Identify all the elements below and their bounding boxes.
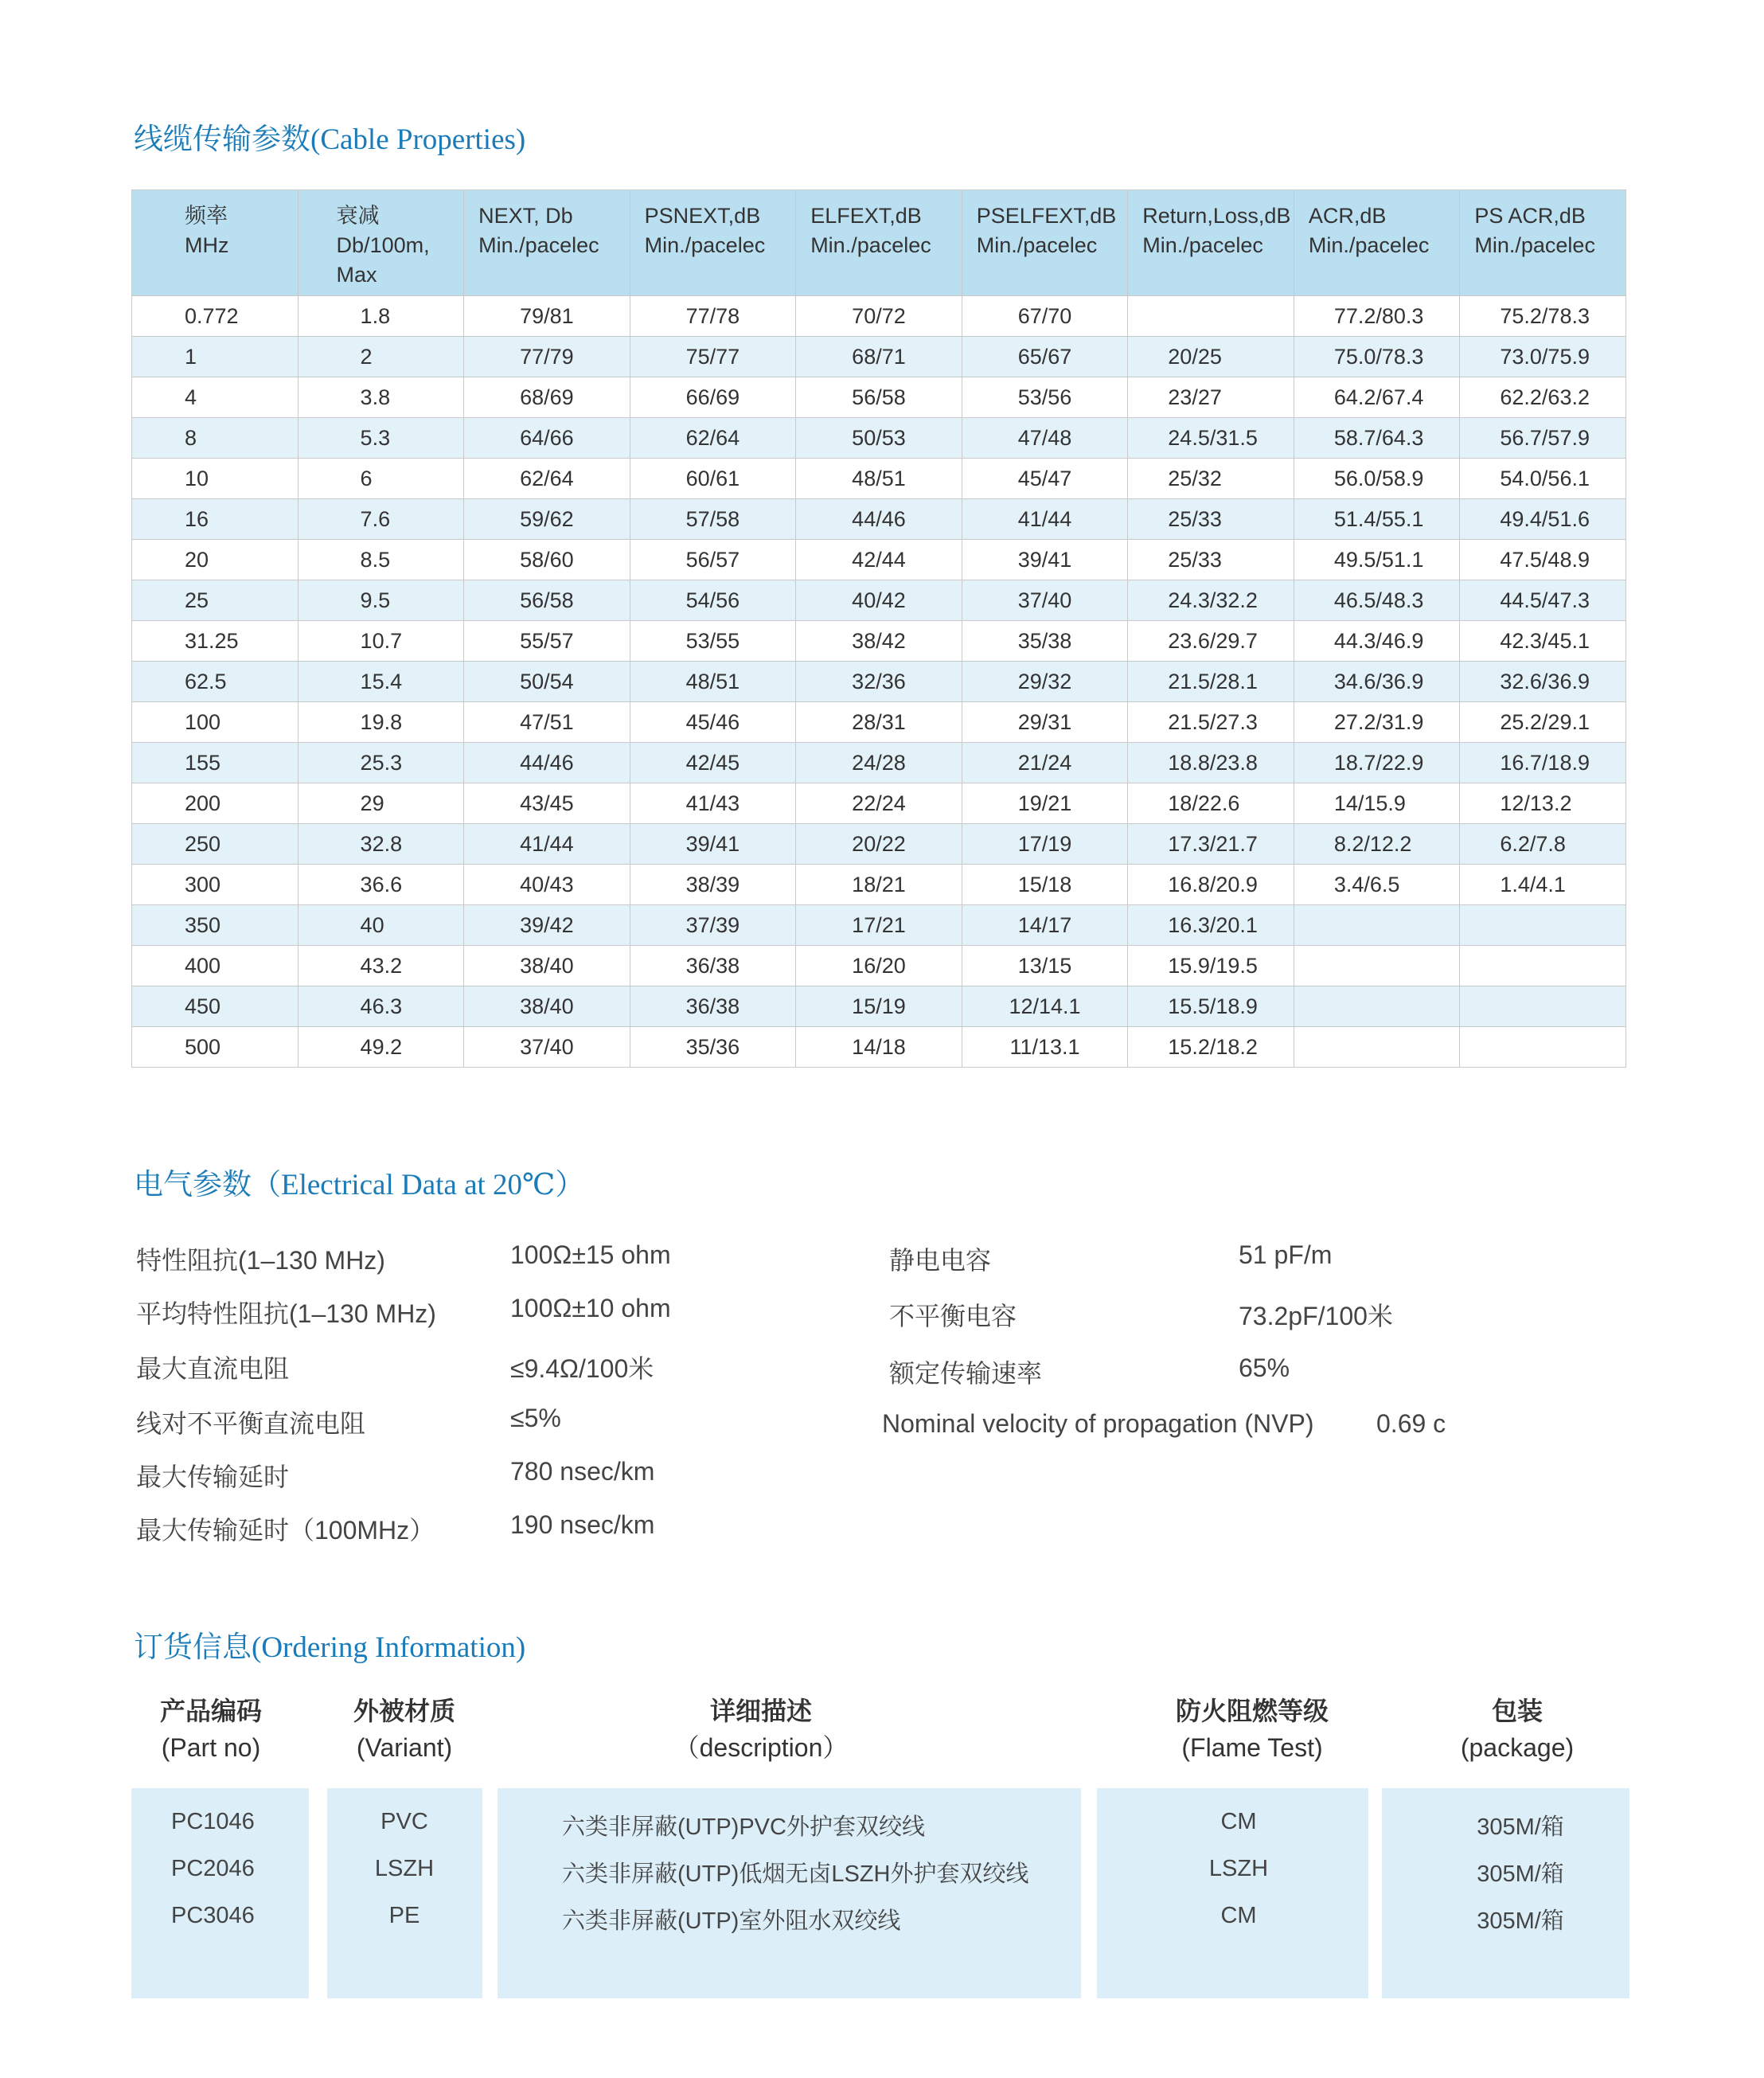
table-cell: 23.6/29.7 [1128,621,1294,662]
table-row [132,580,1626,621]
table-cell: 17.3/21.7 [1128,824,1294,865]
table-cell: 79/81 [464,296,630,337]
table-cell: 43/45 [464,783,630,824]
table-row [132,783,1626,824]
electrical-value: 0.69 c [1376,1409,1446,1438]
ordering-cell: LSZH [374,1856,435,1881]
table-cell: 25/33 [1128,540,1294,580]
ordering-cell: PC3046 [171,1903,255,1928]
table-cell: 75.2/78.3 [1460,296,1626,337]
electrical-value: ≤9.4Ω/100米 [510,1354,654,1383]
table-cell: 40 [298,905,464,946]
table-cell: 32.8 [298,824,464,865]
electrical-value: 100Ω±15 ohm [510,1240,671,1269]
table-cell: 65/67 [962,337,1128,377]
table-cell: 15.9/19.5 [1128,946,1294,986]
ordering-cell: 305M/箱 [1477,1814,1564,1840]
table-cell: 64/66 [464,418,630,459]
table-cell [1460,905,1626,946]
table-cell: 48/51 [630,662,796,702]
table-cell: 11/13.1 [962,1027,1128,1068]
table-row [132,377,1626,418]
table-cell: 47/48 [962,418,1128,459]
table-cell: 16.7/18.9 [1460,743,1626,783]
column-header-line: Min./pacelec [1474,233,1595,257]
table-cell: 15.5/18.9 [1128,986,1294,1027]
table-cell: 47.5/48.9 [1460,540,1626,580]
table-cell: 53/56 [962,377,1128,418]
table-cell: 24.3/32.2 [1128,580,1294,621]
table-cell: 46.3 [298,986,464,1027]
table-cell: 40/42 [796,580,962,621]
table-cell: 15/19 [796,986,962,1027]
table-row [132,337,1626,377]
header-en: (Variant) [356,1733,453,1762]
table-cell [1460,946,1626,986]
table-row [132,459,1626,499]
table-cell: 18.8/23.8 [1128,743,1294,783]
table-cell: 18.7/22.9 [1294,743,1460,783]
table-row [132,824,1626,865]
table-cell: 7.6 [298,499,464,540]
ordering-cell: CM [1220,1809,1257,1834]
table-cell: 51.4/55.1 [1294,499,1460,540]
electrical-label: 静电电容 [889,1246,992,1275]
table-cell: 41/43 [630,783,796,824]
table-cell: 77/78 [630,296,796,337]
table-cell: 20/22 [796,824,962,865]
column-header-line: 频率 [185,204,228,228]
table-cell: 19/21 [962,783,1128,824]
table-cell: 5.3 [298,418,464,459]
table-cell: 8.2/12.2 [1294,824,1460,865]
electrical-data-title: 电气参数（Electrical Data at 20℃） [134,1169,585,1201]
table-row [132,946,1626,986]
column-header-line: Min./pacelec [644,233,766,257]
table-cell: 10.7 [298,621,464,662]
table-cell: 25/32 [1128,459,1294,499]
table-row [132,1027,1626,1068]
table-cell: 43.2 [298,946,464,986]
column-header [1294,190,1460,296]
table-cell: 3.8 [298,377,464,418]
column-header-line: ACR,dB [1308,204,1387,228]
column-header-line: Min./pacelec [1308,233,1430,257]
table-cell: 44/46 [464,743,630,783]
header-cn: 外被材质 [353,1697,455,1725]
table-cell: 62.2/63.2 [1460,377,1626,418]
table-header-row [132,190,1626,296]
table-cell: 34.6/36.9 [1294,662,1460,702]
table-cell: 36/38 [630,986,796,1027]
table-cell: 50/53 [796,418,962,459]
table-cell: 53/55 [630,621,796,662]
table-cell: 25.3 [298,743,464,783]
table-cell: 14/15.9 [1294,783,1460,824]
table-cell: 75.0/78.3 [1294,337,1460,377]
table-cell: 100 [132,702,299,743]
electrical-label: 线对不平衡直流电阻 [136,1409,366,1438]
table-cell: 38/40 [464,986,630,1027]
table-cell: 6.2/7.8 [1460,824,1626,865]
table-cell: 35/38 [962,621,1128,662]
table-cell: 10 [132,459,299,499]
column-header-line: ELFEXT,dB [810,204,922,228]
ordering-cell: 305M/箱 [1477,1908,1564,1934]
column-header-line: PSNEXT,dB [644,204,761,228]
table-cell: 16.3/20.1 [1128,905,1294,946]
electrical-label: 不平衡电容 [889,1302,1017,1330]
table-cell: 14/18 [796,1027,962,1068]
header-cn: 包装 [1491,1697,1543,1725]
column-header-line: NEXT, Db [478,204,573,228]
table-cell [1128,296,1294,337]
table-cell: 39/42 [464,905,630,946]
table-cell: 58/60 [464,540,630,580]
column-header-line: Min./pacelec [478,233,599,257]
table-cell: 4 [132,377,299,418]
table-row [132,418,1626,459]
electrical-label: 特性阻抗(1–130 MHz) [136,1246,385,1275]
table-cell: 70/72 [796,296,962,337]
table-cell: 28/31 [796,702,962,743]
column-header [796,190,962,296]
ordering-cell: LSZH [1208,1856,1269,1881]
table-cell: 36/38 [630,946,796,986]
column-header-line: Max [336,263,377,287]
table-cell: 37/39 [630,905,796,946]
header-en: (package) [1460,1733,1575,1762]
table-cell: 15.2/18.2 [1128,1027,1294,1068]
column-header-line: Return,Loss,dB [1142,204,1291,228]
table-cell: 6 [298,459,464,499]
table-cell: 2 [298,337,464,377]
table-cell: 62.5 [132,662,299,702]
table-cell: 38/39 [630,865,796,905]
table-cell: 14/17 [962,905,1128,946]
header-en: (Flame Test) [1181,1733,1323,1762]
table-cell: 8 [132,418,299,459]
electrical-label: Nominal velocity of propagation (NVP) [882,1409,1314,1438]
table-cell: 59/62 [464,499,630,540]
column-header-line: PSELFEXT,dB [976,204,1117,228]
table-cell: 37/40 [464,1027,630,1068]
electrical-label: 额定传输速率 [889,1359,1043,1388]
table-cell: 29/32 [962,662,1128,702]
table-cell: 39/41 [962,540,1128,580]
table-cell: 45/47 [962,459,1128,499]
table-cell: 47/51 [464,702,630,743]
table-cell: 55/57 [464,621,630,662]
table-cell: 15/18 [962,865,1128,905]
table-cell: 27.2/31.9 [1294,702,1460,743]
table-cell [1294,946,1460,986]
column-header-line: Db/100m, [336,233,430,257]
header-cn: 详细描述 [709,1697,812,1725]
table-cell: 41/44 [962,499,1128,540]
table-cell: 60/61 [630,459,796,499]
table-cell: 17/19 [962,824,1128,865]
column-header [1460,190,1626,296]
ordering-cell: PC2046 [171,1856,255,1881]
electrical-value: 190 nsec/km [510,1510,655,1539]
table-cell [1460,986,1626,1027]
electrical-label: 最大传输延时 [136,1463,290,1491]
table-cell: 54/56 [630,580,796,621]
table-cell: 25/33 [1128,499,1294,540]
header-cn: 产品编码 [159,1697,262,1725]
electrical-label: 最大传输延时（100MHz） [136,1516,435,1545]
ordering-column-header [602,1693,920,1766]
column-header [1128,190,1294,296]
table-cell: 16 [132,499,299,540]
ordering-info-title: 订货信息(Ordering Information) [134,1631,526,1664]
electrical-value: 780 nsec/km [510,1457,655,1486]
table-cell: 66/69 [630,377,796,418]
table-cell: 42/45 [630,743,796,783]
table-cell: 46.5/48.3 [1294,580,1460,621]
table-row [132,865,1626,905]
table-cell: 54.0/56.1 [1460,459,1626,499]
table-cell: 38/42 [796,621,962,662]
table-cell: 3.4/6.5 [1294,865,1460,905]
electrical-label: 平均特性阻抗(1–130 MHz) [136,1299,436,1328]
table-cell: 17/21 [796,905,962,946]
table-cell: 39/41 [630,824,796,865]
electrical-value: 100Ω±10 ohm [510,1294,671,1322]
column-header [630,190,796,296]
cable-properties-table [131,189,1626,1068]
table-cell: 1.8 [298,296,464,337]
table-cell: 62/64 [464,459,630,499]
table-cell [1294,986,1460,1027]
ordering-cell: 六类非屏蔽(UTP)低烟无卤LSZH外护套双绞线 [562,1861,1029,1887]
column-header [464,190,630,296]
table-cell: 77.2/80.3 [1294,296,1460,337]
table-cell: 0.772 [132,296,299,337]
table-cell: 20/25 [1128,337,1294,377]
column-header-line: Min./pacelec [810,233,931,257]
header-en: （description） [673,1733,849,1762]
table-cell: 36.6 [298,865,464,905]
table-cell: 16/20 [796,946,962,986]
table-row [132,621,1626,662]
table-cell: 42/44 [796,540,962,580]
table-cell: 50/54 [464,662,630,702]
table-cell: 32/36 [796,662,962,702]
table-cell: 450 [132,986,299,1027]
ordering-cell: PE [388,1903,420,1928]
table-cell: 40/43 [464,865,630,905]
table-cell [1294,1027,1460,1068]
table-cell: 62/64 [630,418,796,459]
ordering-cell: 六类非屏蔽(UTP)室外阻水双绞线 [562,1908,901,1934]
table-cell: 58.7/64.3 [1294,418,1460,459]
table-cell: 44/46 [796,499,962,540]
ordering-column-header [245,1693,564,1766]
table-row [132,662,1626,702]
table-cell: 41/44 [464,824,630,865]
column-header-line: MHz [185,233,229,257]
table-cell: 56/58 [796,377,962,418]
header-en: (Part no) [161,1733,261,1762]
table-cell: 13/15 [962,946,1128,986]
ordering-cell: 六类非屏蔽(UTP)PVC外护套双绞线 [562,1814,925,1840]
table-cell: 21/24 [962,743,1128,783]
table-cell: 67/70 [962,296,1128,337]
table-cell: 18/22.6 [1128,783,1294,824]
table-cell: 1.4/4.1 [1460,865,1626,905]
table-cell: 56/58 [464,580,630,621]
ordering-cell: CM [1220,1903,1257,1928]
table-row [132,743,1626,783]
table-cell: 25 [132,580,299,621]
column-header [132,190,299,296]
column-header-line: 衰减 [336,204,380,228]
table-cell: 12/14.1 [962,986,1128,1027]
electrical-value: 51 pF/m [1239,1240,1333,1269]
table-cell: 37/40 [962,580,1128,621]
table-cell: 24.5/31.5 [1128,418,1294,459]
table-cell: 155 [132,743,299,783]
table-cell: 32.6/36.9 [1460,662,1626,702]
table-cell: 45/46 [630,702,796,743]
table-cell: 75/77 [630,337,796,377]
table-cell: 12/13.2 [1460,783,1626,824]
table-cell: 250 [132,824,299,865]
ordering-column-header [1358,1693,1676,1766]
table-cell: 9.5 [298,580,464,621]
column-header [298,190,464,296]
table-cell: 500 [132,1027,299,1068]
cable-properties-title: 线缆传输参数(Cable Properties) [134,123,526,156]
table-cell: 29/31 [962,702,1128,743]
table-cell [1460,1027,1626,1068]
table-cell: 29 [298,783,464,824]
electrical-label: 最大直流电阻 [136,1354,290,1383]
ordering-cell: PVC [381,1809,428,1834]
table-row [132,540,1626,580]
table-cell: 21.5/28.1 [1128,662,1294,702]
table-cell: 20 [132,540,299,580]
column-header-line: Min./pacelec [976,233,1098,257]
table-cell: 21.5/27.3 [1128,702,1294,743]
header-cn: 防火阻燃等级 [1175,1697,1329,1725]
table-cell: 44.3/46.9 [1294,621,1460,662]
column-header-line: Min./pacelec [1142,233,1263,257]
table-cell: 300 [132,865,299,905]
table-cell: 23/27 [1128,377,1294,418]
table-cell: 73.0/75.9 [1460,337,1626,377]
table-cell: 64.2/67.4 [1294,377,1460,418]
ordering-cell: PC1046 [171,1809,255,1834]
table-row [132,986,1626,1027]
table-cell: 35/36 [630,1027,796,1068]
table-cell: 68/71 [796,337,962,377]
table-cell: 1 [132,337,299,377]
electrical-value: 73.2pF/100米 [1239,1302,1393,1330]
table-cell: 48/51 [796,459,962,499]
table-cell: 49.2 [298,1027,464,1068]
table-cell: 77/79 [464,337,630,377]
table-cell: 68/69 [464,377,630,418]
table-cell: 24/28 [796,743,962,783]
table-cell: 49.4/51.6 [1460,499,1626,540]
table-row [132,499,1626,540]
table-cell: 38/40 [464,946,630,986]
table-cell [1294,905,1460,946]
table-cell: 57/58 [630,499,796,540]
table-cell: 22/24 [796,783,962,824]
column-header [962,190,1128,296]
electrical-value: ≤5% [510,1404,561,1432]
table-cell: 16.8/20.9 [1128,865,1294,905]
table-cell: 350 [132,905,299,946]
table-cell: 56.7/57.9 [1460,418,1626,459]
table-cell: 8.5 [298,540,464,580]
table-cell: 15.4 [298,662,464,702]
column-header-line: PS ACR,dB [1474,204,1586,228]
table-cell: 18/21 [796,865,962,905]
table-cell: 42.3/45.1 [1460,621,1626,662]
table-cell: 31.25 [132,621,299,662]
table-cell: 56.0/58.9 [1294,459,1460,499]
electrical-value: 65% [1239,1353,1290,1382]
table-row [132,296,1626,337]
table-cell: 400 [132,946,299,986]
table-cell: 44.5/47.3 [1460,580,1626,621]
table-cell: 19.8 [298,702,464,743]
table-cell: 49.5/51.1 [1294,540,1460,580]
table-row [132,702,1626,743]
table-row [132,905,1626,946]
table-cell: 56/57 [630,540,796,580]
table-cell: 200 [132,783,299,824]
ordering-cell: 305M/箱 [1477,1861,1564,1887]
table-cell: 25.2/29.1 [1460,702,1626,743]
